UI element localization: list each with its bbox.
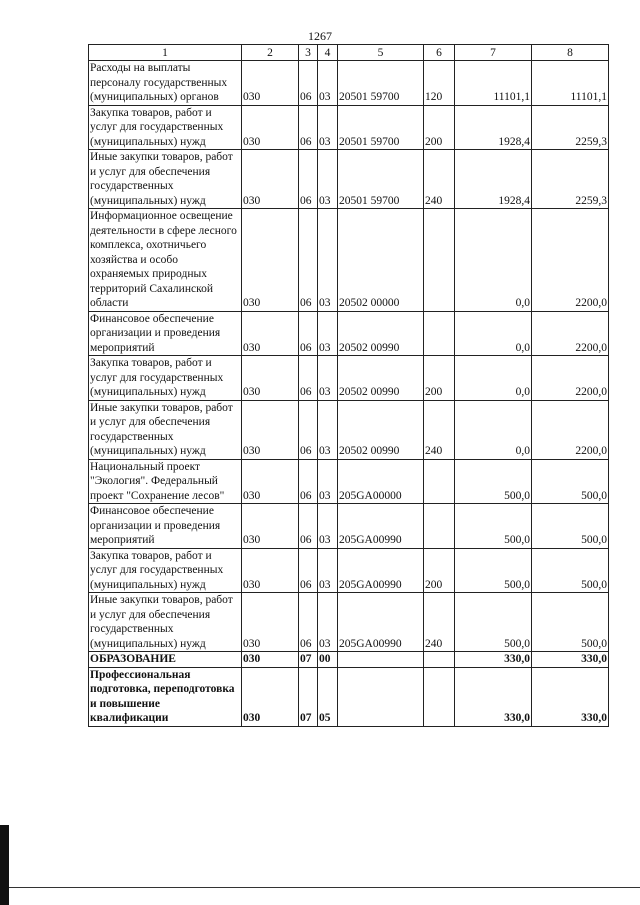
amount-col8-cell: 2200,0 bbox=[532, 356, 609, 401]
header-cell: 8 bbox=[532, 45, 609, 61]
row-name-cell: Финансовое обеспечение организации и проведения мероприятий bbox=[89, 504, 242, 549]
table-row bbox=[89, 150, 609, 209]
target-article-cell: 20501 59700 bbox=[338, 105, 424, 150]
expense-type-cell: 240 bbox=[424, 400, 455, 459]
section-cell: 06 bbox=[299, 459, 318, 504]
subsection-cell: 03 bbox=[318, 61, 338, 106]
expense-type-cell: 240 bbox=[424, 150, 455, 209]
subsection-cell: 03 bbox=[318, 311, 338, 356]
table-row bbox=[89, 105, 609, 150]
row-name-cell: Национальный проект "Экология". Федеральный проект "Сохранение лесов" bbox=[89, 459, 242, 504]
section-cell: 07 bbox=[299, 652, 318, 668]
amount-col7-cell: 500,0 bbox=[455, 593, 532, 652]
code-cell: 030 bbox=[242, 504, 299, 549]
row-name-cell: Расходы на выплаты персоналу государственных (муниципальных) органов bbox=[89, 61, 242, 106]
code-cell: 030 bbox=[242, 61, 299, 106]
section-cell: 06 bbox=[299, 209, 318, 312]
target-article-cell: 20501 59700 bbox=[338, 61, 424, 106]
target-article-cell bbox=[338, 652, 424, 668]
target-article-cell: 20502 00000 bbox=[338, 209, 424, 312]
amount-col7-cell: 0,0 bbox=[455, 400, 532, 459]
row-name-cell: Иные закупки товаров, работ и услуг для обеспечения государственных (муниципальных) нужд bbox=[89, 400, 242, 459]
expense-type-cell: 200 bbox=[424, 356, 455, 401]
section-cell: 06 bbox=[299, 400, 318, 459]
amount-col7-cell: 330,0 bbox=[455, 667, 532, 726]
header-cell: 3 bbox=[299, 45, 318, 61]
target-article-cell: 205GA00990 bbox=[338, 504, 424, 549]
amount-col8-cell: 11101,1 bbox=[532, 61, 609, 106]
table-row bbox=[89, 667, 609, 726]
amount-col7-cell: 1928,4 bbox=[455, 150, 532, 209]
amount-col7-cell: 0,0 bbox=[455, 209, 532, 312]
page-number: 1267 bbox=[308, 29, 332, 43]
header-row bbox=[89, 45, 609, 61]
row-name-cell: Иные закупки товаров, работ и услуг для обеспечения государственных (муниципальных) нужд bbox=[89, 150, 242, 209]
amount-col7-cell: 0,0 bbox=[455, 311, 532, 356]
expense-type-cell bbox=[424, 652, 455, 668]
target-article-cell: 20502 00990 bbox=[338, 311, 424, 356]
amount-col8-cell: 2259,3 bbox=[532, 150, 609, 209]
row-name-cell: Иные закупки товаров, работ и услуг для обеспечения государственных (муниципальных) нужд bbox=[89, 593, 242, 652]
bottom-rule bbox=[9, 887, 640, 888]
section-cell: 06 bbox=[299, 311, 318, 356]
code-cell: 030 bbox=[242, 150, 299, 209]
amount-col7-cell: 500,0 bbox=[455, 548, 532, 593]
table-row bbox=[89, 311, 609, 356]
expense-type-cell bbox=[424, 459, 455, 504]
amount-col8-cell: 500,0 bbox=[532, 504, 609, 549]
table-row bbox=[89, 652, 609, 668]
subsection-cell: 03 bbox=[318, 593, 338, 652]
expense-type-cell bbox=[424, 311, 455, 356]
code-cell: 030 bbox=[242, 209, 299, 312]
row-name-cell: Информационное освещение деятельности в сфере лесного комплекса, охотничьего хозяйства и особо охраняемых природных территорий Сахалинской области bbox=[89, 209, 242, 312]
section-cell: 06 bbox=[299, 150, 318, 209]
subsection-cell: 05 bbox=[318, 667, 338, 726]
table-row bbox=[89, 504, 609, 549]
section-cell: 06 bbox=[299, 105, 318, 150]
amount-col8-cell: 2200,0 bbox=[532, 311, 609, 356]
amount-col8-cell: 500,0 bbox=[532, 593, 609, 652]
expense-type-cell bbox=[424, 209, 455, 312]
header-cell: 2 bbox=[242, 45, 299, 61]
subsection-cell: 00 bbox=[318, 652, 338, 668]
row-name-cell: Закупка товаров, работ и услуг для государственных (муниципальных) нужд bbox=[89, 356, 242, 401]
target-article-cell: 205GA00990 bbox=[338, 593, 424, 652]
target-article-cell: 20501 59700 bbox=[338, 150, 424, 209]
table-row bbox=[89, 459, 609, 504]
expense-type-cell: 240 bbox=[424, 593, 455, 652]
section-cell: 06 bbox=[299, 356, 318, 401]
section-cell: 06 bbox=[299, 61, 318, 106]
expense-type-cell: 120 bbox=[424, 61, 455, 106]
expense-type-cell: 200 bbox=[424, 105, 455, 150]
code-cell: 030 bbox=[242, 652, 299, 668]
subsection-cell: 03 bbox=[318, 209, 338, 312]
amount-col8-cell: 330,0 bbox=[532, 667, 609, 726]
table-row bbox=[89, 61, 609, 106]
code-cell: 030 bbox=[242, 400, 299, 459]
amount-col7-cell: 1928,4 bbox=[455, 105, 532, 150]
budget-table bbox=[88, 44, 609, 727]
target-article-cell: 20502 00990 bbox=[338, 400, 424, 459]
amount-col8-cell: 330,0 bbox=[532, 652, 609, 668]
amount-col8-cell: 500,0 bbox=[532, 548, 609, 593]
row-name-cell: Закупка товаров, работ и услуг для государственных (муниципальных) нужд bbox=[89, 548, 242, 593]
header-cell: 1 bbox=[89, 45, 242, 61]
table-row bbox=[89, 593, 609, 652]
amount-col7-cell: 0,0 bbox=[455, 356, 532, 401]
amount-col7-cell: 330,0 bbox=[455, 652, 532, 668]
amount-col8-cell: 500,0 bbox=[532, 459, 609, 504]
expense-type-cell bbox=[424, 667, 455, 726]
amount-col7-cell: 11101,1 bbox=[455, 61, 532, 106]
table-row bbox=[89, 356, 609, 401]
header-cell: 6 bbox=[424, 45, 455, 61]
subsection-cell: 03 bbox=[318, 459, 338, 504]
subsection-cell: 03 bbox=[318, 356, 338, 401]
target-article-cell bbox=[338, 667, 424, 726]
table-row bbox=[89, 400, 609, 459]
subsection-cell: 03 bbox=[318, 504, 338, 549]
section-cell: 07 bbox=[299, 667, 318, 726]
code-cell: 030 bbox=[242, 548, 299, 593]
subsection-cell: 03 bbox=[318, 400, 338, 459]
row-name-cell: Финансовое обеспечение организации и проведения мероприятий bbox=[89, 311, 242, 356]
section-cell: 06 bbox=[299, 504, 318, 549]
target-article-cell: 205GA00990 bbox=[338, 548, 424, 593]
expense-type-cell: 200 bbox=[424, 548, 455, 593]
row-name-cell: Закупка товаров, работ и услуг для государственных (муниципальных) нужд bbox=[89, 105, 242, 150]
amount-col8-cell: 2200,0 bbox=[532, 400, 609, 459]
code-cell: 030 bbox=[242, 311, 299, 356]
table-row bbox=[89, 548, 609, 593]
target-article-cell: 20502 00990 bbox=[338, 356, 424, 401]
subsection-cell: 03 bbox=[318, 548, 338, 593]
subsection-cell: 03 bbox=[318, 150, 338, 209]
code-cell: 030 bbox=[242, 459, 299, 504]
code-cell: 030 bbox=[242, 356, 299, 401]
code-cell: 030 bbox=[242, 105, 299, 150]
section-cell: 06 bbox=[299, 548, 318, 593]
header-cell: 5 bbox=[338, 45, 424, 61]
expense-type-cell bbox=[424, 504, 455, 549]
subsection-cell: 03 bbox=[318, 105, 338, 150]
header-cell: 4 bbox=[318, 45, 338, 61]
header-cell: 7 bbox=[455, 45, 532, 61]
amount-col7-cell: 500,0 bbox=[455, 504, 532, 549]
scan-edge-mark bbox=[0, 825, 9, 905]
section-cell: 06 bbox=[299, 593, 318, 652]
code-cell: 030 bbox=[242, 667, 299, 726]
amount-col7-cell: 500,0 bbox=[455, 459, 532, 504]
amount-col8-cell: 2259,3 bbox=[532, 105, 609, 150]
code-cell: 030 bbox=[242, 593, 299, 652]
row-name-cell: ОБРАЗОВАНИЕ bbox=[89, 652, 242, 668]
row-name-cell: Профессиональная подготовка, переподготовка и повышение квалификации bbox=[89, 667, 242, 726]
amount-col8-cell: 2200,0 bbox=[532, 209, 609, 312]
target-article-cell: 205GA00000 bbox=[338, 459, 424, 504]
table-row bbox=[89, 209, 609, 312]
